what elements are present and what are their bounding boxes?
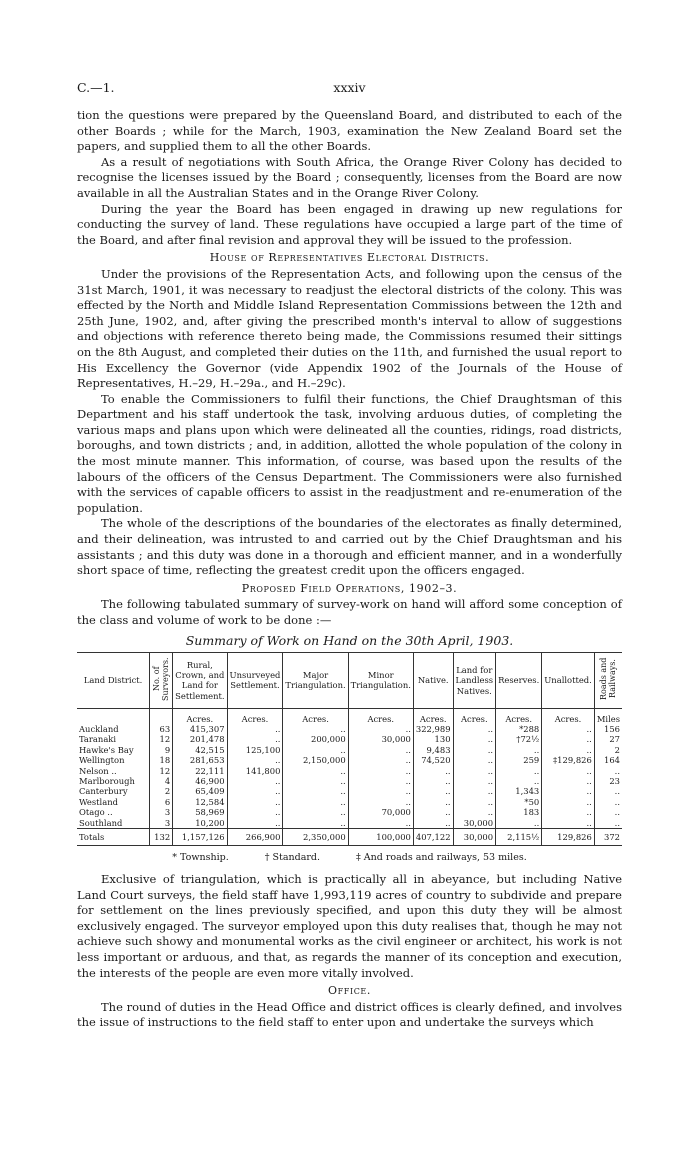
value-cell: .. [413,807,453,817]
value-cell: .. [227,807,283,817]
district-cell: Canterbury [79,786,128,797]
value-cell: 200,000 [283,734,348,744]
value-cell: 125,100 [227,745,283,755]
value-cell: .. [453,797,496,807]
value-cell: *288 [496,724,542,734]
value-cell: 18 [150,755,173,765]
value-cell: 6 [150,797,173,807]
value-cell: .. [453,766,496,776]
value-cell: .. [496,766,542,776]
footnote: * Township. [172,852,229,864]
value-cell: .. [542,776,595,786]
table-footnotes [77,850,622,866]
district-cell: Southland [79,817,123,828]
value-cell: 141,800 [227,766,283,776]
value-cell: 407,122 [413,829,453,846]
value-cell: .. [542,745,595,755]
table-body [77,708,622,846]
value-cell: .. [413,797,453,807]
value-cell: 2,115½ [496,829,542,846]
value-cell: 201,478 [173,734,227,744]
value-cell: .. [413,766,453,776]
value-cell: 12 [150,766,173,776]
district-cell: Auckland [79,724,119,734]
value-cell: .. [348,745,413,755]
value-cell: 30,000 [453,829,496,846]
value-cell: .. [348,818,413,829]
value-cell: 9,483 [413,745,453,755]
value-cell: .. [453,755,496,765]
unit-cell: Acres. [453,708,496,724]
footnote: † Standard. [264,852,321,864]
value-cell: 281,653 [173,755,227,765]
value-cell: 30,000 [453,818,496,829]
value-cell: .. [496,818,542,829]
value-cell: 3 [150,818,173,829]
unit-cell: Acres. [283,708,348,724]
value-cell: 2,150,000 [283,755,348,765]
section-heading-field-operations: Proposed Field Operations, 1902–3. [241,581,458,595]
value-cell: 22,111 [173,766,227,776]
page-number: xxxiv [333,80,366,95]
paragraph: The following tabulated summary of survey-work on hand will afford some conception of the class and volume of work to be done :— [77,597,622,627]
paragraph: The round of duties in the Head Office and district offices is clearly defined, and involves the issue of instructions to the field staff to enter upon and undertake the surveys which [77,999,622,1030]
value-cell: .. [542,818,595,829]
value-cell: ‡129,826 [542,755,595,765]
survey-summary-table [77,652,622,846]
value-cell: 3 [150,807,173,817]
district-cell: Wellington [79,755,125,766]
paragraph: During the year the Board has been engaged in drawing up new regulations for conducting the survey of land. These regulations have occupied a large part of the time of the Board, and after final revision and approval they will be issued to the profession. [77,201,622,247]
value-cell: .. [348,724,413,734]
value-cell: .. [348,776,413,786]
value-cell: 322,989 [413,724,453,734]
column-header: Land for Landless Natives. [453,653,496,708]
value-cell: .. [542,797,595,807]
value-cell: 164 [594,755,622,765]
paragraph: As a result of negotiations with South Africa, the Orange River Colony has decided to recognise the licenses issued by the Board ; consequently, licenses from the Board are now available in all the Australian States and in the Orange River Colony. [77,154,622,200]
table-header-row [77,653,622,708]
value-cell: .. [496,776,542,786]
value-cell: 65,409 [173,786,227,796]
district-cell: Taranaki [79,734,117,745]
value-cell: .. [348,766,413,776]
value-cell: 2 [594,745,622,755]
district-cell: Marlborough [79,776,135,787]
unit-cell: Acres. [348,708,413,724]
column-header: Unsurveyed Settlement. [227,653,283,708]
value-cell: .. [413,786,453,796]
value-cell: .. [542,734,595,744]
paragraph: Under the provisions of the Representation Acts, and following upon the census of the 31st March, 1901, it was necessary to readjust the electoral districts of the colony. This was effected by the North and Middle Island Representation Commissions between the 12th and 25th June, 1902, and, after giving the prescribed month's interval to allow of suggestions and objections with reference thereto being made, the Commissions resumed their sittings on the 8th August, and completed their duties on the 11th, and furnished the usual report to His Excellency the Governor (vide Appendix 1902 of the Journals of the House of Representatives, H.–29, H.–29a., and H.–29c). [77,266,622,391]
value-cell: .. [227,734,283,744]
value-cell: .. [453,786,496,796]
value-cell: .. [227,786,283,796]
paragraph: tion the questions were prepared by the Queensland Board, and distributed to each of the other Boards ; while for the March, 1903, examination the New Zealand Board set the papers, and supplied them to all the other Boards. [77,108,622,154]
value-cell: 74,520 [413,755,453,765]
unit-cell: Acres. [496,708,542,724]
table-row [77,755,622,765]
value-cell: .. [227,724,283,734]
value-cell: 100,000 [348,829,413,846]
column-header: Unallotted. [542,653,595,708]
value-cell: .. [594,786,622,796]
table-row [77,797,622,807]
value-cell: .. [594,807,622,817]
value-cell: 10,200 [173,818,227,829]
value-cell: .. [542,724,595,734]
totals-row [77,829,622,846]
table-row [77,818,622,829]
value-cell: 23 [594,776,622,786]
value-cell: .. [542,766,595,776]
value-cell: 30,000 [348,734,413,744]
unit-cell [150,708,173,724]
value-cell: 63 [150,724,173,734]
value-cell: .. [283,745,348,755]
value-cell: .. [227,797,283,807]
table-row [77,766,622,776]
value-cell: 1,343 [496,786,542,796]
value-cell: 12,584 [173,797,227,807]
value-cell: .. [594,797,622,807]
value-cell: .. [453,745,496,755]
table-row [77,786,622,796]
value-cell: .. [283,776,348,786]
column-header: Native. [413,653,453,708]
value-cell: 58,969 [173,807,227,817]
value-cell: 415,307 [173,724,227,734]
district-cell: Totals [77,829,150,846]
body-text [77,108,622,1031]
value-cell: 12 [150,734,173,744]
unit-cell: Acres. [173,708,227,724]
column-header-vertical: No. of Surveyors. [152,657,171,701]
value-cell: 156 [594,724,622,734]
value-cell: 129,826 [542,829,595,846]
district-cell: Otago .. [79,807,113,818]
paragraph: Exclusive of triangulation, which is practically all in abeyance, but including Native Land Court surveys, the field staff have 1,993,119 acres of country to subdivide and prepare for settlement on the lines previously specified, and upon this duty they will be almost exclusively engaged. The surveyor employed upon this duty realises that, though he may not achieve such showy and monumental works as the civil engineer or architect, his work is not less important or arduous, and that, as regards the manner of its conception and execution, the interests of the people are even more vitally involved. [77,872,622,980]
value-cell: .. [348,755,413,765]
value-cell: .. [348,797,413,807]
value-cell: .. [283,766,348,776]
footnote: ‡ And roads and railways, 53 miles. [356,852,527,864]
value-cell: 42,515 [173,745,227,755]
value-cell: .. [542,807,595,817]
column-header-vertical: Roads and Railways. [599,657,618,701]
column-header: Reserves. [496,653,542,708]
value-cell: 1,157,126 [173,829,227,846]
table-row [77,776,622,786]
unit-cell: Miles [594,708,622,724]
value-cell: .. [283,818,348,829]
value-cell: .. [283,786,348,796]
unit-cell: Acres. [413,708,453,724]
value-cell: 70,000 [348,807,413,817]
value-cell: .. [453,734,496,744]
table-caption: Summary of Work on Hand on the 30th April, 1903. [185,632,514,648]
district-cell: Nelson .. [79,765,117,776]
value-cell: 130 [413,734,453,744]
value-cell: .. [283,724,348,734]
table-row [77,745,622,755]
section-heading-office: Office. [328,984,371,998]
value-cell: *50 [496,797,542,807]
unit-cell: Acres. [227,708,283,724]
value-cell: 46,900 [173,776,227,786]
value-cell: .. [594,818,622,829]
value-cell: .. [594,766,622,776]
value-cell: .. [283,797,348,807]
value-cell: .. [227,755,283,765]
value-cell: .. [496,745,542,755]
section-heading-electoral: House of Representatives Electoral Districts. [209,251,490,265]
page-header [77,80,622,100]
district-cell: Westland [79,796,118,807]
value-cell: 4 [150,776,173,786]
column-header [594,653,622,708]
value-cell: 259 [496,755,542,765]
table-row [77,724,622,734]
units-row [77,708,622,724]
value-cell: .. [348,786,413,796]
column-header: Land District. [83,675,143,686]
value-cell: .. [283,807,348,817]
value-cell: 2,350,000 [283,829,348,846]
value-cell: .. [413,818,453,829]
unit-cell [77,708,150,724]
value-cell: .. [453,807,496,817]
value-cell: .. [413,776,453,786]
value-cell: .. [227,818,283,829]
column-header: Minor Triangulation. [348,653,413,708]
value-cell: 266,900 [227,829,283,846]
value-cell: .. [542,786,595,796]
value-cell: .. [227,776,283,786]
value-cell: 372 [594,829,622,846]
table-row [77,807,622,817]
value-cell: .. [453,776,496,786]
value-cell: 2 [150,786,173,796]
paragraph: The whole of the descriptions of the boundaries of the electorates as finally determined, and their delineation, was intrusted to and carried out by the Chief Draughtsman and his assistants ; and this duty was done in a thorough and efficient manner, and in a wonderfully short space of time, reflecting the greatest credit upon the officers engaged. [77,516,622,578]
value-cell: 183 [496,807,542,817]
column-header [150,653,173,708]
document-reference: C.—1. [77,80,115,95]
value-cell: 132 [150,829,173,846]
unit-cell: Acres. [542,708,595,724]
column-header: Major Triangulation. [283,653,348,708]
value-cell: 27 [594,734,622,744]
value-cell: 9 [150,745,173,755]
column-header: Rural, Crown, and Land for Settlement. [173,653,227,708]
table-row [77,734,622,744]
paragraph: To enable the Commissioners to fulfil their functions, the Chief Draughtsman of this Department and his staff undertook the task, involving arduous duties, of completing the various maps and plans upon which were delineated all the counties, ridings, road districts, boroughs, and town districts ; and, in addition, allotted the whole population of the colony in the most minute manner. This information, of course, was based upon the results of the labours of the officers of the Census Department. The Commissioners were also furnished with the services of capable officers to assist in the readjustment and re-enumeration of the population. [77,391,622,515]
value-cell: †72½ [496,734,542,744]
district-cell: Hawke's Bay [79,744,134,755]
value-cell: .. [453,724,496,734]
